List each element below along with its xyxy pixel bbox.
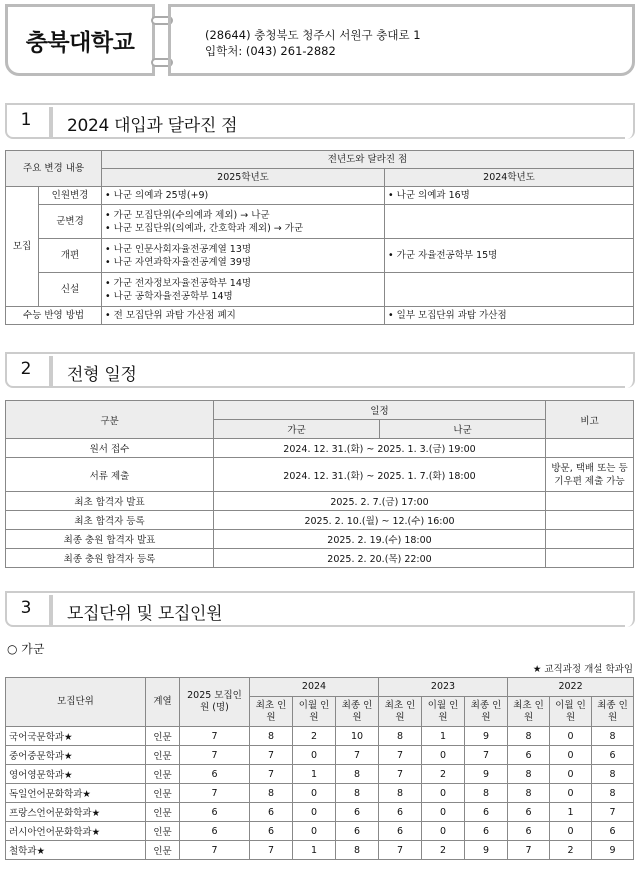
quota-cell: 7 xyxy=(250,765,293,784)
header-na: 나군 xyxy=(380,420,546,439)
header-sub: 이월 인원 xyxy=(293,697,336,727)
quota-cell: 8 xyxy=(465,784,508,803)
group-label: 모집 xyxy=(6,187,39,307)
quota-cell: 6 xyxy=(508,822,550,841)
schedule-note xyxy=(546,439,634,458)
field: 인문 xyxy=(146,765,180,784)
quota-cell: 7 xyxy=(250,841,293,860)
section-number: 1 xyxy=(5,103,45,139)
quota-cell: 6 xyxy=(379,822,422,841)
unit-name: 독일언어문화학과★ xyxy=(6,784,146,803)
cell-2024: • 가군 자율전공학부 15명 xyxy=(385,239,634,273)
quota-cell: 8 xyxy=(336,841,379,860)
university-name: 충북대학교 xyxy=(5,4,155,76)
quota-cell: 0 xyxy=(550,746,592,765)
quota-cell: 6 xyxy=(465,822,508,841)
schedule-note xyxy=(546,530,634,549)
section-2-header xyxy=(5,352,635,388)
header-year: 2024 xyxy=(250,678,379,697)
quota-cell: 6 xyxy=(336,803,379,822)
quota-cell: 7 xyxy=(379,841,422,860)
header-sub: 이월 인원 xyxy=(550,697,592,727)
schedule-row xyxy=(6,439,634,458)
quota-cell: 9 xyxy=(465,765,508,784)
table-row xyxy=(6,746,634,765)
quota-cell: 6 xyxy=(592,822,634,841)
quota-2025: 7 xyxy=(180,746,250,765)
quota-cell: 9 xyxy=(592,841,634,860)
quota-cell: 2 xyxy=(422,765,465,784)
quota-cell: 6 xyxy=(336,822,379,841)
table-row xyxy=(6,765,634,784)
header-ga: 가군 xyxy=(214,420,380,439)
schedule-label: 최초 합격자 발표 xyxy=(6,492,214,511)
quota-cell: 8 xyxy=(379,784,422,803)
schedule-date: 2024. 12. 31.(화) ~ 2025. 1. 3.(금) 19:00 xyxy=(214,439,546,458)
row-cat: 개편 xyxy=(39,239,102,273)
header-note: 비고 xyxy=(546,401,634,439)
quota-cell: 7 xyxy=(379,765,422,784)
field: 인문 xyxy=(146,803,180,822)
quota-cell: 8 xyxy=(592,765,634,784)
header-sub: 최초 인원 xyxy=(379,697,422,727)
schedule-note xyxy=(546,549,634,568)
header-diff: 전년도와 달라진 점 xyxy=(102,151,634,169)
table-row xyxy=(6,822,634,841)
quota-cell: 8 xyxy=(508,765,550,784)
quota-cell: 0 xyxy=(293,746,336,765)
schedule-label: 최초 합격자 등록 xyxy=(6,511,214,530)
quota-2025: 6 xyxy=(180,765,250,784)
quota-cell: 6 xyxy=(508,746,550,765)
quota-cell: 9 xyxy=(465,727,508,746)
quota-cell: 8 xyxy=(336,784,379,803)
quota-cell: 7 xyxy=(336,746,379,765)
header-sub: 최초 인원 xyxy=(508,697,550,727)
quota-2025: 7 xyxy=(180,841,250,860)
group-label: ○ 가군 xyxy=(7,642,45,656)
header-sub: 최종 인원 xyxy=(592,697,634,727)
cell-2025: • 나군 의예과 25명(+9) xyxy=(102,187,385,205)
schedule-table xyxy=(5,400,634,568)
table-row xyxy=(6,803,634,822)
table-row xyxy=(6,841,634,860)
cell-2025: • 가군 모집단위(수의예과 제외) → 나군 • 나군 모집단위(의예과, 간호학과 제외) → 가군 xyxy=(102,205,385,239)
quota-cell: 6 xyxy=(465,803,508,822)
header-sub: 이월 인원 xyxy=(422,697,465,727)
phone: 입학처: (043) 261-2882 xyxy=(205,44,336,58)
schedule-label: 최종 충원 합격자 발표 xyxy=(6,530,214,549)
header-change: 주요 변경 내용 xyxy=(6,151,102,187)
quota-cell: 0 xyxy=(422,746,465,765)
header-2025: 2025학년도 xyxy=(102,169,385,187)
quota-cell: 2 xyxy=(293,727,336,746)
header-2025-quota: 2025 모집인원 (명) xyxy=(180,678,250,727)
field: 인문 xyxy=(146,727,180,746)
quota-cell: 0 xyxy=(293,822,336,841)
address: (28644) 충청북도 청주시 서원구 충대로 1 xyxy=(205,28,421,42)
schedule-row xyxy=(6,458,634,492)
quota-cell: 0 xyxy=(293,784,336,803)
field: 인문 xyxy=(146,822,180,841)
schedule-date: 2025. 2. 7.(금) 17:00 xyxy=(214,492,546,511)
quota-cell: 8 xyxy=(250,727,293,746)
row-cat: 군변경 xyxy=(39,205,102,239)
quota-table xyxy=(5,677,634,860)
quota-cell: 0 xyxy=(422,784,465,803)
schedule-row xyxy=(6,511,634,530)
quota-cell: 8 xyxy=(250,784,293,803)
section-title: 모집단위 및 모집인원 xyxy=(67,604,223,624)
header-schedule: 일정 xyxy=(214,401,546,420)
schedule-date: 2025. 2. 19.(수) 18:00 xyxy=(214,530,546,549)
schedule-note xyxy=(546,511,634,530)
field: 인문 xyxy=(146,841,180,860)
quota-cell: 8 xyxy=(592,727,634,746)
schedule-date: 2025. 2. 20.(목) 22:00 xyxy=(214,549,546,568)
quota-cell: 8 xyxy=(379,727,422,746)
unit-name: 러시아언어문화학과★ xyxy=(6,822,146,841)
quota-2025: 7 xyxy=(180,784,250,803)
cell-2024: • 나군 의예과 16명 xyxy=(385,187,634,205)
schedule-date: 2024. 12. 31.(화) ~ 2025. 1. 7.(화) 18:00 xyxy=(214,458,546,492)
quota-cell: 7 xyxy=(379,746,422,765)
quota-cell: 7 xyxy=(465,746,508,765)
row-cat: 인원변경 xyxy=(39,187,102,205)
section-title: 전형 일정 xyxy=(67,365,137,385)
cell-2024: • 일부 모집단위 과탐 가산점 xyxy=(385,307,634,325)
section-number: 3 xyxy=(5,591,45,627)
cell-2025: • 전 모집단위 과탐 가산점 폐지 xyxy=(102,307,385,325)
header-2024: 2024학년도 xyxy=(385,169,634,187)
unit-name: 국어국문학과★ xyxy=(6,727,146,746)
header-type: 구분 xyxy=(6,401,214,439)
quota-cell: 8 xyxy=(592,784,634,803)
quota-2025: 6 xyxy=(180,822,250,841)
quota-cell: 1 xyxy=(293,765,336,784)
quota-cell: 2 xyxy=(550,841,592,860)
quota-cell: 6 xyxy=(379,803,422,822)
header-sub: 최종 인원 xyxy=(336,697,379,727)
cell-2025: • 가군 전자정보자율전공학부 14명 • 나군 공학자율전공학부 14명 xyxy=(102,273,385,307)
unit-name: 중어중문학과★ xyxy=(6,746,146,765)
contact-box xyxy=(168,4,635,76)
schedule-row xyxy=(6,549,634,568)
quota-cell: 1 xyxy=(293,841,336,860)
schedule-row xyxy=(6,492,634,511)
quota-cell: 10 xyxy=(336,727,379,746)
schedule-label: 최종 충원 합격자 등록 xyxy=(6,549,214,568)
header xyxy=(5,4,635,78)
header-sub: 최초 인원 xyxy=(250,697,293,727)
quota-cell: 0 xyxy=(550,822,592,841)
quota-cell: 0 xyxy=(550,727,592,746)
unit-name: 철학과★ xyxy=(6,841,146,860)
field: 인문 xyxy=(146,746,180,765)
quota-cell: 7 xyxy=(592,803,634,822)
quota-cell: 6 xyxy=(592,746,634,765)
unit-name: 프랑스언어문화학과★ xyxy=(6,803,146,822)
schedule-label: 서류 제출 xyxy=(6,458,214,492)
header-unit: 모집단위 xyxy=(6,678,146,727)
teaching-course-note: ★ 교직과정 개설 학과임 xyxy=(532,664,633,675)
quota-cell: 0 xyxy=(550,784,592,803)
schedule-date: 2025. 2. 10.(월) ~ 12.(수) 16:00 xyxy=(214,511,546,530)
table-row xyxy=(6,784,634,803)
header-field: 계열 xyxy=(146,678,180,727)
row-cat: 신설 xyxy=(39,273,102,307)
quota-cell: 0 xyxy=(293,803,336,822)
quota-cell: 6 xyxy=(250,822,293,841)
quota-cell: 1 xyxy=(422,727,465,746)
quota-cell: 8 xyxy=(508,727,550,746)
header-year: 2022 xyxy=(508,678,634,697)
cell-2024 xyxy=(385,273,634,307)
quota-cell: 8 xyxy=(336,765,379,784)
quota-cell: 0 xyxy=(422,803,465,822)
schedule-label: 원서 접수 xyxy=(6,439,214,458)
quota-cell: 2 xyxy=(422,841,465,860)
quota-cell: 7 xyxy=(508,841,550,860)
cell-2024 xyxy=(385,205,634,239)
quota-cell: 9 xyxy=(465,841,508,860)
quota-cell: 1 xyxy=(550,803,592,822)
field: 인문 xyxy=(146,784,180,803)
section-3-header xyxy=(5,591,635,627)
table-row xyxy=(6,727,634,746)
quota-cell: 0 xyxy=(550,765,592,784)
quota-2025: 7 xyxy=(180,727,250,746)
section-1-header xyxy=(5,103,635,139)
schedule-note xyxy=(546,492,634,511)
schedule-note: 방문, 택배 또는 등기우편 제출 가능 xyxy=(546,458,634,492)
quota-cell: 6 xyxy=(250,803,293,822)
cell-2025: • 나군 인문사회자율전공계열 13명 • 나군 자연과학자율전공계열 39명 xyxy=(102,239,385,273)
quota-cell: 8 xyxy=(508,784,550,803)
quota-cell: 0 xyxy=(422,822,465,841)
section-title: 2024 대입과 달라진 점 xyxy=(67,116,238,136)
quota-cell: 6 xyxy=(508,803,550,822)
quota-cell: 7 xyxy=(250,746,293,765)
unit-name: 영어영문학과★ xyxy=(6,765,146,784)
row-cat: 수능 반영 방법 xyxy=(6,307,102,325)
header-sub: 최종 인원 xyxy=(465,697,508,727)
quota-2025: 6 xyxy=(180,803,250,822)
schedule-row xyxy=(6,530,634,549)
changes-table xyxy=(5,150,634,325)
section-number: 2 xyxy=(5,352,45,388)
header-year: 2023 xyxy=(379,678,508,697)
